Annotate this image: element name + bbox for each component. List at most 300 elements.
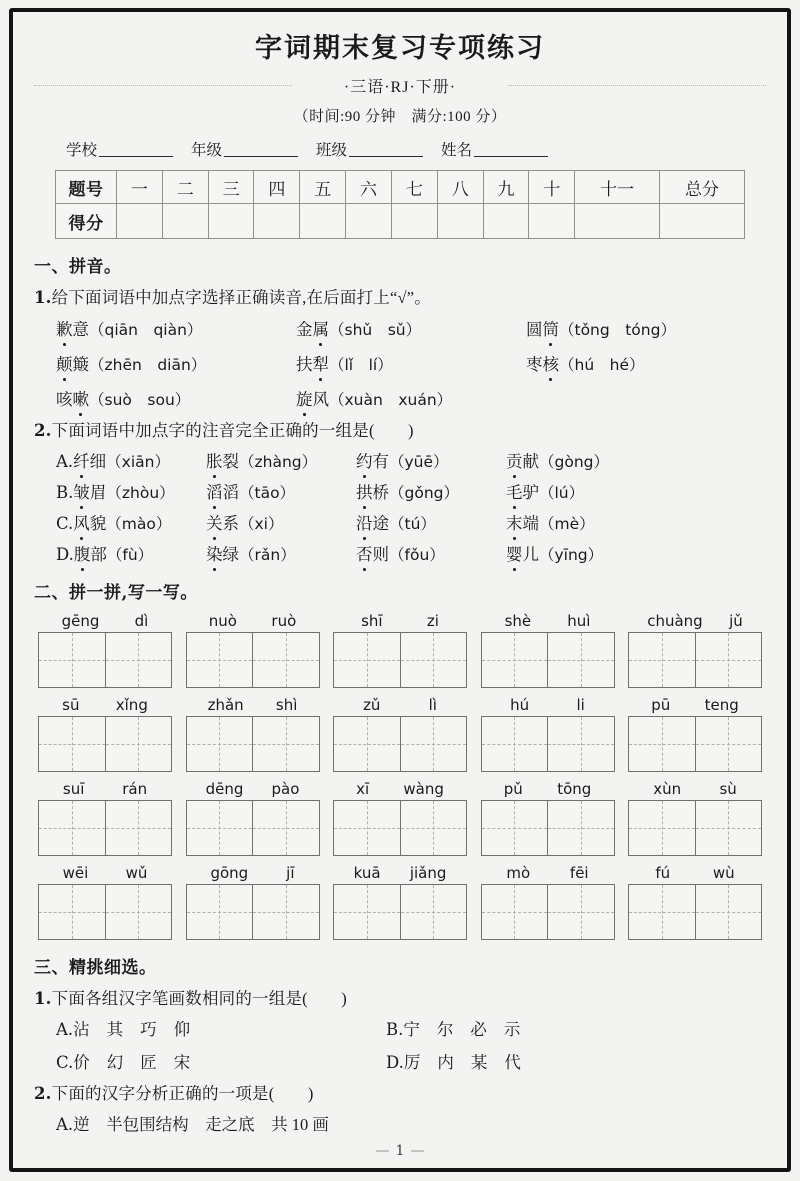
pinyin-syllable: wù	[712, 864, 735, 882]
option-char: 其	[106, 1020, 124, 1039]
mc-option-row[interactable]	[34, 479, 766, 503]
score-input-cell[interactable]	[208, 204, 254, 239]
word-char: 约	[356, 448, 373, 472]
tianzige-box[interactable]	[481, 716, 615, 772]
tianzige-cell[interactable]	[334, 717, 400, 771]
pinyin-syllable: jī	[286, 864, 295, 882]
mc-option-word	[356, 479, 506, 503]
pinyin-annotation: （gòng）	[539, 453, 609, 471]
word-char: 属	[313, 316, 330, 340]
score-col-header: 十一	[575, 171, 660, 204]
word-char: 犁	[313, 351, 330, 375]
score-input-cell[interactable]	[483, 204, 529, 239]
section3-q2-options	[34, 1111, 766, 1135]
score-col-header: 六	[346, 171, 392, 204]
pinyin-choice-item[interactable]	[296, 386, 526, 410]
word-char: 途	[372, 514, 389, 533]
score-col-header: 二	[162, 171, 208, 204]
pinyin-syllable: jiǎng	[409, 864, 447, 882]
tianzige-cell[interactable]	[695, 717, 762, 771]
score-input-cell[interactable]	[117, 204, 163, 239]
tianzige-box[interactable]	[333, 884, 467, 940]
pinyin-syllable: xǐng	[115, 696, 148, 714]
tianzige-cell[interactable]	[695, 885, 762, 939]
tianzige-box[interactable]	[333, 800, 467, 856]
tianzige-box[interactable]	[186, 800, 320, 856]
writing-grid-item	[333, 612, 467, 688]
section-2-heading: 二、拼一拼,写一写。	[34, 583, 198, 603]
tianzige-cell[interactable]	[105, 633, 172, 687]
writing-grid-item	[481, 612, 615, 688]
pinyin-syllable: wàng	[403, 780, 444, 798]
tianzige-cell[interactable]	[334, 633, 400, 687]
option-char: 幻	[106, 1053, 124, 1072]
pinyin-syllable: wēi	[62, 864, 89, 882]
mc-option-chars	[73, 1020, 207, 1039]
word-char: 眉	[89, 483, 107, 502]
tianzige-cell[interactable]	[547, 717, 614, 771]
pinyin-syllable: ruò	[271, 612, 297, 630]
writing-grid-item	[481, 696, 615, 772]
tianzige-box[interactable]	[628, 716, 762, 772]
field-class-label: 班级	[316, 142, 348, 159]
writing-pinyin-label	[481, 612, 615, 630]
pinyin-annotation: （xiān）	[106, 453, 170, 471]
field-school	[66, 138, 173, 160]
field-name-blank[interactable]	[474, 142, 548, 157]
tianzige-cell[interactable]	[629, 885, 695, 939]
mc-option-row[interactable]	[56, 1016, 386, 1040]
tianzige-box[interactable]	[186, 716, 320, 772]
field-grade-blank[interactable]	[224, 142, 298, 157]
word-char: 貌	[89, 514, 107, 533]
writing-grid-item	[38, 780, 172, 856]
mc-option-word	[56, 541, 206, 565]
tianzige-cell[interactable]	[629, 633, 695, 687]
writing-grid-item	[481, 780, 615, 856]
section-1-heading: 一、拼音。	[34, 257, 122, 277]
pinyin-annotation: （mè）	[539, 515, 595, 533]
mc-option-row[interactable]	[34, 510, 766, 534]
word-char: 筒	[543, 316, 560, 340]
tianzige-cell[interactable]	[629, 801, 695, 855]
section3-q2-prompt	[34, 1080, 766, 1104]
word-char: 毛	[506, 479, 523, 503]
tianzige-cell[interactable]	[400, 885, 467, 939]
writing-grid-row	[34, 780, 766, 856]
pinyin-annotation: （yūē）	[389, 453, 449, 471]
field-grade-label: 年级	[191, 142, 223, 159]
word-char: 风	[312, 390, 329, 409]
writing-grid-item	[38, 612, 172, 688]
tianzige-box[interactable]	[38, 632, 172, 688]
tianzige-box[interactable]	[186, 632, 320, 688]
word-char: 风	[73, 510, 90, 534]
tianzige-cell[interactable]	[547, 633, 614, 687]
writing-pinyin-label	[628, 696, 762, 714]
tianzige-cell[interactable]	[629, 717, 695, 771]
writing-grid-row	[34, 864, 766, 940]
pinyin-options: （tǒng tóng）	[559, 321, 676, 339]
pinyin-annotation: （mào）	[106, 515, 172, 533]
word-char: 意	[72, 320, 89, 339]
pinyin-syllable: pào	[271, 780, 300, 798]
tianzige-box[interactable]	[333, 716, 467, 772]
word-char: 儿	[522, 545, 539, 564]
score-col-header: 四	[254, 171, 300, 204]
field-school-blank[interactable]	[99, 142, 173, 157]
tianzige-cell[interactable]	[400, 633, 467, 687]
writing-pinyin-label	[38, 780, 172, 798]
word-char: 核	[543, 351, 560, 375]
tianzige-cell[interactable]	[547, 885, 614, 939]
writing-pinyin-label	[186, 780, 320, 798]
pinyin-choice-item[interactable]	[296, 316, 526, 340]
mc-option-row[interactable]	[34, 541, 766, 565]
option-char: 必	[470, 1020, 487, 1039]
pinyin-annotation: （fù）	[106, 546, 154, 564]
word-char: 歉	[56, 316, 73, 340]
option-char: 宋	[173, 1053, 191, 1072]
pinyin-syllable: lì	[428, 696, 437, 714]
tianzige-cell[interactable]	[252, 717, 319, 771]
score-input-cell[interactable]	[575, 204, 660, 239]
mc-option-label: A.	[56, 1020, 74, 1039]
pinyin-syllable: hú	[510, 696, 530, 714]
tianzige-cell[interactable]	[482, 717, 548, 771]
word-char: 系	[222, 514, 239, 533]
tianzige-cell[interactable]	[695, 801, 762, 855]
word-char: 末	[506, 510, 523, 534]
word-char: 枣	[526, 355, 543, 374]
pinyin-syllable: li	[576, 696, 585, 714]
writing-pinyin-label	[333, 864, 467, 882]
option-char: 沾	[73, 1020, 90, 1039]
mc-option-chars	[403, 1020, 537, 1039]
word-char: 献	[522, 452, 539, 471]
tianzige-cell[interactable]	[482, 633, 548, 687]
word-char: 拱	[356, 479, 373, 503]
student-info-row	[34, 138, 766, 160]
writing-pinyin-label	[481, 696, 615, 714]
word-char: 沿	[356, 510, 373, 534]
word-char: 扶	[296, 355, 313, 374]
pinyin-syllable: chuàng	[647, 612, 703, 630]
field-name-label: 姓名	[441, 142, 473, 159]
writing-grid-item	[186, 696, 320, 772]
word-char: 细	[89, 452, 107, 471]
pinyin-syllable: pǔ	[503, 780, 523, 798]
pinyin-syllable: rán	[122, 780, 148, 798]
mc-option-row[interactable]	[386, 1016, 766, 1040]
word-char: 圆	[526, 320, 543, 339]
score-input-cell[interactable]	[437, 204, 483, 239]
word-char: 颠	[56, 351, 73, 375]
tianzige-cell[interactable]	[187, 717, 253, 771]
option-char: 示	[503, 1020, 521, 1039]
field-grade	[191, 138, 298, 160]
option-char: 宁	[403, 1020, 420, 1039]
pinyin-syllable: jǔ	[729, 612, 743, 630]
pinyin-annotation: （lú）	[539, 484, 585, 502]
word-char: 部	[90, 545, 107, 564]
writing-grid-item	[628, 612, 762, 688]
word-char: 腹	[74, 541, 91, 565]
section3-q1-prompt	[34, 985, 766, 1009]
tianzige-cell[interactable]	[105, 801, 172, 855]
writing-pinyin-label	[38, 864, 172, 882]
tianzige-cell[interactable]	[187, 633, 253, 687]
word-char: 桥	[372, 483, 389, 502]
writing-grid-row	[34, 696, 766, 772]
tianzige-cell[interactable]	[252, 633, 319, 687]
score-row-label: 题号	[56, 171, 117, 204]
tianzige-cell[interactable]	[105, 885, 172, 939]
exam-info: （时间:90 分钟 满分:100 分）	[293, 109, 507, 125]
writing-pinyin-label	[38, 612, 172, 630]
tianzige-cell[interactable]	[105, 717, 172, 771]
field-class-blank[interactable]	[349, 142, 423, 157]
pinyin-syllable: gēng	[61, 612, 100, 630]
pinyin-syllable: zhǎn	[207, 696, 244, 714]
mc-option-word	[56, 479, 206, 503]
mc-option-word	[506, 510, 766, 534]
pinyin-choice-item[interactable]	[296, 351, 526, 375]
writing-pinyin-label	[333, 612, 467, 630]
tianzige-cell[interactable]	[547, 801, 614, 855]
score-col-header: 八	[437, 171, 483, 204]
tianzige-cell[interactable]	[187, 885, 253, 939]
score-col-header: 七	[391, 171, 437, 204]
mc-option-row[interactable]	[34, 448, 766, 472]
page-number-footer	[0, 1143, 800, 1159]
tianzige-box[interactable]	[38, 716, 172, 772]
word-char: 绿	[222, 545, 239, 564]
mc-option-label: B.	[56, 483, 74, 502]
writing-pinyin-label	[481, 780, 615, 798]
tianzige-box[interactable]	[333, 632, 467, 688]
writing-grid-item	[333, 780, 467, 856]
section1-q1-items	[34, 316, 766, 410]
mc-option-word	[506, 541, 766, 565]
word-char: 贡	[506, 448, 523, 472]
score-input-cell[interactable]	[254, 204, 300, 239]
pinyin-syllable: tōng	[557, 780, 592, 798]
writing-grid-item	[628, 696, 762, 772]
pinyin-syllable: nuò	[208, 612, 237, 630]
mc-option-text: 逆 半包围结构 走之底 共 10 画	[73, 1115, 329, 1134]
pinyin-annotation: （zhàng）	[239, 453, 318, 471]
word-char: 裂	[222, 452, 239, 471]
pinyin-syllable: suī	[62, 780, 85, 798]
tianzige-box[interactable]	[481, 632, 615, 688]
dotted-rule-left	[34, 85, 292, 86]
section1-q2-options	[34, 448, 766, 565]
pinyin-syllable: xī	[356, 780, 370, 798]
option-char: 厉	[403, 1053, 421, 1072]
option-char: 匠	[140, 1053, 157, 1072]
section3-q1-options	[34, 1016, 766, 1073]
writing-pinyin-label	[333, 696, 467, 714]
pinyin-choice-item[interactable]	[56, 351, 296, 375]
writing-grid-item	[186, 864, 320, 940]
writing-pinyin-label	[186, 612, 320, 630]
score-input-cell[interactable]	[162, 204, 208, 239]
score-input-cell[interactable]	[300, 204, 346, 239]
mc-option-row[interactable]	[56, 1111, 386, 1135]
tianzige-cell[interactable]	[39, 633, 105, 687]
pinyin-choice-item[interactable]	[526, 351, 766, 375]
word-char: 胀	[206, 448, 223, 472]
pinyin-syllable: sù	[719, 780, 737, 798]
word-char: 皱	[73, 479, 90, 503]
q-text: 下面词语中加点字的注音完全正确的一组是( )	[51, 421, 414, 440]
mc-option-word	[356, 510, 506, 534]
pinyin-syllable: huì	[567, 612, 591, 630]
tianzige-box[interactable]	[628, 800, 762, 856]
pinyin-annotation: （zhòu）	[106, 484, 175, 502]
tianzige-cell[interactable]	[482, 885, 548, 939]
page-number: 1	[395, 1143, 405, 1159]
tianzige-cell[interactable]	[400, 717, 467, 771]
tianzige-box[interactable]	[481, 884, 615, 940]
mc-option-word	[506, 448, 766, 472]
score-table-row	[56, 204, 745, 239]
option-char: 内	[437, 1053, 454, 1072]
mc-option-label: A.	[56, 1115, 74, 1134]
word-char: 关	[206, 510, 223, 534]
tianzige-cell[interactable]	[482, 801, 548, 855]
pinyin-annotation: （gǒng）	[389, 484, 459, 502]
pinyin-annotation: （rǎn）	[239, 546, 296, 564]
mc-option-label: B.	[386, 1020, 404, 1039]
word-char: 滔	[206, 479, 223, 503]
mc-option-word	[56, 448, 206, 472]
score-input-cell[interactable]	[529, 204, 575, 239]
word-char: 滔	[222, 483, 239, 502]
mc-option-label: D.	[56, 545, 74, 564]
option-char: 代	[504, 1053, 521, 1072]
writing-grid-item	[628, 780, 762, 856]
pinyin-choice-item[interactable]	[56, 386, 296, 410]
score-input-cell[interactable]	[346, 204, 392, 239]
tianzige-cell[interactable]	[252, 885, 319, 939]
tianzige-cell[interactable]	[39, 717, 105, 771]
field-name	[441, 138, 548, 160]
mc-option-row[interactable]	[56, 1049, 386, 1073]
writing-pinyin-label	[186, 696, 320, 714]
score-col-header: 一	[117, 171, 163, 204]
tianzige-cell[interactable]	[695, 633, 762, 687]
mc-option-word	[206, 448, 356, 472]
writing-grid-item	[628, 864, 762, 940]
field-school-label: 学校	[66, 142, 98, 159]
score-col-header: 总分	[660, 171, 745, 204]
pinyin-options: （hú hé）	[559, 356, 645, 374]
word-char: 婴	[506, 541, 523, 565]
word-char: 纤	[73, 448, 90, 472]
tianzige-box[interactable]	[481, 800, 615, 856]
q-text: 下面各组汉字笔画数相同的一组是( )	[51, 989, 347, 1008]
mc-option-row[interactable]	[386, 1049, 766, 1073]
mc-option-label: D.	[386, 1053, 404, 1072]
tianzige-cell[interactable]	[39, 885, 105, 939]
mc-option-label: C.	[56, 514, 74, 533]
score-col-header: 十	[529, 171, 575, 204]
tianzige-cell[interactable]	[252, 801, 319, 855]
tianzige-cell[interactable]	[334, 801, 400, 855]
writing-pinyin-label	[186, 864, 320, 882]
mc-option-word	[356, 448, 506, 472]
mc-option-word	[56, 510, 206, 534]
mc-option-label: C.	[56, 1053, 74, 1072]
tianzige-cell[interactable]	[39, 801, 105, 855]
word-char: 簸	[72, 355, 89, 374]
dotted-rule-right	[508, 85, 766, 86]
section1-q1-prompt	[34, 284, 766, 308]
section-3-heading: 三、精挑细选。	[34, 958, 157, 978]
score-row-label: 得分	[56, 204, 117, 239]
q-number: 1.	[34, 288, 52, 307]
tianzige-cell[interactable]	[334, 885, 400, 939]
option-char: 某	[470, 1053, 488, 1072]
pinyin-choice-item[interactable]	[526, 316, 766, 340]
score-input-cell[interactable]	[391, 204, 437, 239]
word-char: 旋	[296, 386, 313, 410]
mc-option-word	[506, 479, 766, 503]
tianzige-box[interactable]	[628, 884, 762, 940]
tianzige-box[interactable]	[38, 884, 172, 940]
page-title: 字词期末复习专项练习	[255, 33, 545, 64]
pinyin-syllable: wǔ	[125, 864, 148, 882]
option-char: 仰	[173, 1020, 191, 1039]
writing-grid-item	[333, 864, 467, 940]
writing-grid-item	[333, 696, 467, 772]
pinyin-syllable: gōng	[210, 864, 249, 882]
score-input-cell[interactable]	[660, 204, 745, 239]
tianzige-box[interactable]	[628, 632, 762, 688]
pinyin-annotation: （tāo）	[239, 484, 296, 502]
pinyin-annotation: （xi）	[239, 515, 284, 533]
tianzige-cell[interactable]	[187, 801, 253, 855]
writing-grid-row	[34, 612, 766, 688]
writing-pinyin-label	[481, 864, 615, 882]
writing-pinyin-label	[333, 780, 467, 798]
mc-option-label: A.	[56, 452, 74, 471]
dash-right: —	[410, 1143, 425, 1159]
writing-grid-block	[34, 612, 766, 940]
dash-left: —	[375, 1143, 390, 1159]
mc-option-word	[356, 541, 506, 565]
pinyin-syllable: sū	[62, 696, 80, 714]
pinyin-choice-item[interactable]	[56, 316, 296, 340]
pinyin-options: （shǔ sǔ）	[329, 321, 422, 339]
tianzige-box[interactable]	[186, 884, 320, 940]
tianzige-box[interactable]	[38, 800, 172, 856]
subtitle-row	[34, 74, 766, 96]
word-char: 金	[296, 320, 313, 339]
pinyin-syllable: teng	[704, 696, 739, 714]
pinyin-syllable: dì	[134, 612, 149, 630]
section1-q2-prompt	[34, 417, 766, 441]
option-char: 尔	[436, 1020, 454, 1039]
pinyin-syllable: fú	[655, 864, 671, 882]
pinyin-syllable: fēi	[569, 864, 589, 882]
word-char: 则	[372, 545, 389, 564]
word-char: 嗽	[73, 386, 90, 410]
tianzige-cell[interactable]	[400, 801, 467, 855]
score-col-header: 九	[483, 171, 529, 204]
